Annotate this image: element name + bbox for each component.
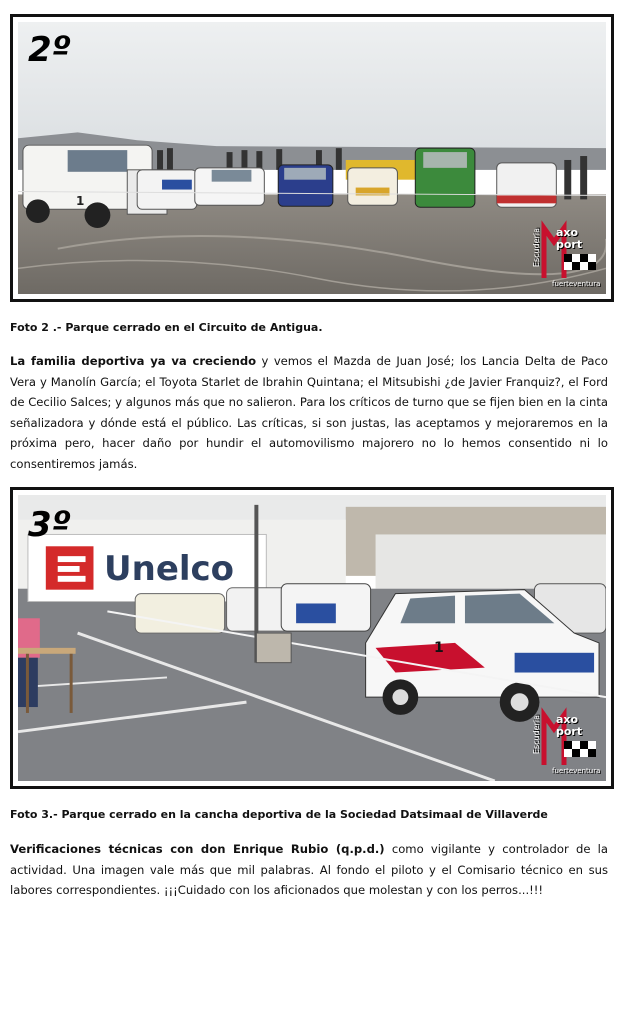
paragraph-2-body: como vigilante y controlador de la actividad. Una imagen vale más que mil palabras. Al fondo el piloto y el Comisario técnico en sus labores correspondientes. ¡¡¡Cuidado con los aficionados que molestan y con los perros...!!! <box>10 842 608 898</box>
paragraph-2-lead: Verificaciones técnicas con don Enrique Rubio (q.p.d.) <box>10 842 385 856</box>
paragraph-1 <box>10 351 608 475</box>
photo-ordinal: 2º <box>28 30 71 70</box>
caption-photo-3: Foto 3.- Parque cerrado en la cancha deportiva de la Sociedad Datsimaal de Villaverde <box>10 808 548 821</box>
logo-text-port: port <box>556 238 583 251</box>
maxo-sport-logo <box>530 218 600 288</box>
paragraph-2 <box>10 839 608 901</box>
car-number: 1 <box>76 194 85 208</box>
logo-text-fuerteventura: fuerteventura <box>552 767 601 775</box>
photo-ordinal: 3º <box>28 505 71 545</box>
photo-2-frame <box>10 14 614 302</box>
car-number: 1 <box>434 640 444 656</box>
photo-3-frame <box>10 487 614 789</box>
logo-text-fuerteventura: fuerteventura <box>552 280 601 288</box>
photo-parque-cerrado-antigua <box>18 22 606 294</box>
photo-parque-cerrado-villaverde <box>18 495 606 781</box>
unelco-banner-text: Unelco <box>104 549 235 589</box>
logo-text-axo: axo <box>556 713 579 726</box>
paragraph-1-lead: La familia deportiva ya va creciendo <box>10 354 257 368</box>
logo-text-axo: axo <box>556 226 579 239</box>
caption-photo-2: Foto 2 .- Parque cerrado en el Circuito de Antigua. <box>10 321 323 334</box>
logo-text-escuderia: Escuderia <box>532 715 541 755</box>
maxo-sport-logo <box>530 705 600 775</box>
logo-text-escuderia: Escuderia <box>532 228 541 268</box>
logo-text-port: port <box>556 725 583 738</box>
paragraph-1-body: y vemos el Mazda de Juan José; los Lancia Delta de Paco Vera y Manolín García; el Toyota Starlet de Ibrahin Quintana; el Mitsubishi ¿de Javier Franquiz?, el Ford de Cecilio Salces; y algunos más que no salieron. Para los críticos de turno que se fijen bien en la cinta señalizadora y dónde está el público. Las críticas, si son justas, las aceptamos y mejoraremos en la próxima pero, hacer daño por hundir el automovilismo majorero no lo hemos consentido ni lo consentiremos jamás. <box>10 354 608 471</box>
